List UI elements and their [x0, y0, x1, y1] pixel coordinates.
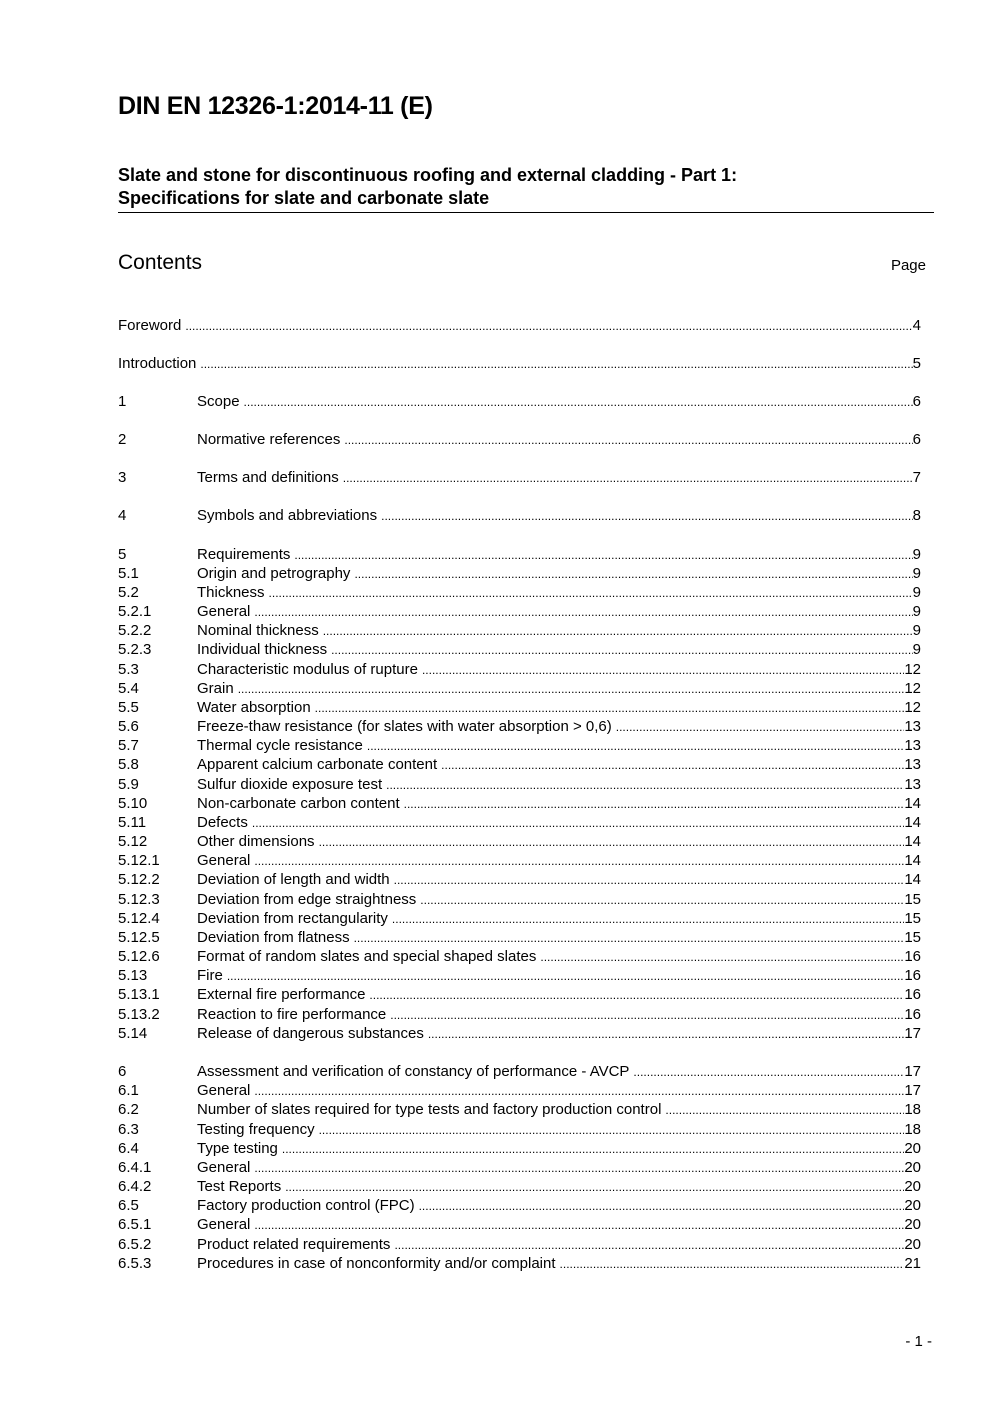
toc-entry-page: 16	[904, 967, 921, 984]
toc-entry-title: Other dimensions	[197, 833, 315, 850]
toc-entry-number: 5.7	[118, 737, 139, 754]
toc-entry-title: Number of slates required for type tests and factory production control	[197, 1101, 662, 1118]
toc-leader-dots	[404, 794, 905, 813]
toc-leader-dots	[420, 890, 904, 909]
toc-entry[interactable]	[118, 545, 921, 564]
toc-entry-title: Normative references	[197, 431, 341, 448]
toc-entry-title: Deviation from rectangularity	[197, 910, 388, 927]
toc-entry-page: 18	[904, 1121, 921, 1138]
toc-entry-title: Non-carbonate carbon content	[197, 795, 400, 812]
toc-leader-dots	[560, 1254, 905, 1273]
toc-entry-page: 7	[912, 469, 921, 486]
toc-entry-page: 20	[904, 1140, 921, 1157]
toc-entry[interactable]	[118, 947, 921, 966]
toc-entry-page: 20	[904, 1159, 921, 1176]
toc-leader-dots	[252, 813, 904, 832]
toc-entry-page: 5	[912, 355, 921, 372]
toc-entry-number: 5.11	[118, 814, 147, 831]
toc-entry-number: 5.12.4	[118, 910, 160, 927]
toc-entry[interactable]	[118, 660, 921, 679]
toc-entry-title: Apparent calcium carbonate content	[197, 756, 438, 773]
toc-entry-number: 5.12.1	[118, 852, 160, 869]
toc-entry-page: 9	[912, 565, 921, 582]
toc-entry-number: 6.4.1	[118, 1159, 152, 1176]
toc-entry-page: 9	[912, 641, 921, 658]
toc-entry-title: External fire performance	[197, 986, 366, 1003]
toc-leader-dots	[254, 1158, 904, 1177]
toc-entry[interactable]	[118, 1024, 921, 1043]
toc-entry-page: 14	[904, 833, 921, 850]
toc-entry-page: 17	[904, 1025, 921, 1042]
toc-entry-title: Symbols and abbreviations	[197, 507, 378, 524]
toc-entry-number: 6.5.1	[118, 1216, 152, 1233]
toc-entry-title: Thickness	[197, 584, 265, 601]
toc-leader-dots	[254, 1215, 904, 1234]
toc-leader-dots	[367, 736, 904, 755]
toc-entry[interactable]	[118, 1235, 921, 1254]
toc-entry[interactable]	[118, 1215, 921, 1234]
toc-entry-number: 5.8	[118, 756, 139, 773]
toc-entry-page: 9	[912, 546, 921, 563]
toc-entry-title: Terms and definitions	[197, 469, 339, 486]
toc-entry[interactable]	[118, 468, 921, 487]
toc-entry-number: 5.12.5	[118, 929, 160, 946]
toc-leader-dots	[323, 621, 913, 640]
toc-entry-title: Fire	[197, 967, 223, 984]
toc-entry-title: General	[197, 1159, 251, 1176]
toc-leader-dots	[331, 640, 913, 659]
toc-entry-page: 17	[904, 1082, 921, 1099]
toc-entry-number: 5.13.2	[118, 1006, 160, 1023]
toc-entry[interactable]	[118, 966, 921, 985]
toc-entry[interactable]	[118, 602, 921, 621]
toc-entry-page: 12	[904, 661, 921, 678]
toc-entry-number: 5.12.3	[118, 891, 160, 908]
page-column-heading: Page	[890, 257, 926, 274]
toc-leader-dots	[665, 1100, 904, 1119]
toc-entry-number: 5.2.3	[118, 641, 152, 658]
toc-leader-dots	[381, 506, 913, 525]
toc-entry-page: 14	[904, 795, 921, 812]
toc-entry-title: Freeze-thaw resistance (for slates with water absorption > 0,6)	[197, 718, 612, 735]
toc-entry-title: Test Reports	[197, 1178, 282, 1195]
toc-entry[interactable]	[118, 1177, 921, 1196]
document-title-line: Slate and stone for discontinuous roofing and external cladding - Part 1:	[118, 165, 738, 185]
toc-entry-page: 13	[904, 737, 921, 754]
toc-entry-page: 13	[904, 776, 921, 793]
toc-leader-dots	[319, 832, 905, 851]
toc-leader-dots	[419, 1196, 905, 1215]
toc-entry-title: Factory production control (FPC)	[197, 1197, 415, 1214]
toc-entry-number: 6.1	[118, 1082, 139, 1099]
toc-entry-page: 14	[904, 871, 921, 888]
toc-leader-dots	[244, 392, 913, 411]
contents-heading: Contents	[118, 251, 203, 274]
toc-entry-number: 2	[118, 431, 127, 448]
toc-entry-title: Water absorption	[197, 699, 311, 716]
toc-leader-dots	[422, 660, 904, 679]
toc-entry-page: 14	[904, 814, 921, 831]
toc-entry[interactable]	[118, 564, 921, 583]
toc-entry-title: Product related requirements	[197, 1236, 391, 1253]
toc-entry-page: 15	[904, 910, 921, 927]
toc-entry[interactable]	[118, 430, 921, 449]
toc-entry-page: 9	[912, 622, 921, 639]
toc-entry[interactable]	[118, 985, 921, 1004]
toc-entry[interactable]	[118, 717, 921, 736]
toc-entry-page: 9	[912, 584, 921, 601]
toc-entry-title: Release of dangerous substances	[197, 1025, 424, 1042]
toc-entry-number: 5.3	[118, 661, 139, 678]
toc-entry[interactable]	[118, 392, 921, 411]
toc-entry-number: 5.5	[118, 699, 139, 716]
toc-entry-title: Type testing	[197, 1140, 278, 1157]
toc-entry-title: Origin and petrography	[197, 565, 351, 582]
toc-entry-number: 5.12.2	[118, 871, 160, 888]
toc-entry-page: 6	[912, 393, 921, 410]
toc-entry-number: 5.13	[118, 967, 148, 984]
toc-entry-number: 5.2.2	[118, 622, 152, 639]
toc-entry[interactable]	[118, 909, 921, 928]
document-title-line: Specifications for slate and carbonate slate	[118, 188, 490, 208]
toc-entry[interactable]	[118, 354, 921, 373]
toc-entry-number: 6	[118, 1063, 127, 1080]
toc-entry-title: Sulfur dioxide exposure test	[197, 776, 383, 793]
toc-entry[interactable]	[118, 1062, 921, 1081]
toc-entry-number: 5.14	[118, 1025, 148, 1042]
page-number: - 1 -	[905, 1333, 932, 1350]
toc-entry-page: 18	[904, 1101, 921, 1118]
toc-entry-title: General	[197, 603, 251, 620]
toc-leader-dots	[392, 909, 904, 928]
toc-entry[interactable]	[118, 640, 921, 659]
toc-entry-number: 6.5	[118, 1197, 139, 1214]
toc-entry[interactable]	[118, 316, 921, 335]
toc-entry-page: 17	[904, 1063, 921, 1080]
toc-entry-page: 8	[912, 507, 921, 524]
toc-entry-number: 6.2	[118, 1101, 139, 1118]
toc-leader-dots	[185, 316, 912, 335]
toc-entry[interactable]	[118, 890, 921, 909]
toc-entry-number: 4	[118, 507, 127, 524]
toc-entry-title: Grain	[197, 680, 234, 697]
toc-entry-number: 5.13.1	[118, 986, 160, 1003]
toc-entry-page: 15	[904, 929, 921, 946]
toc-leader-dots	[633, 1062, 904, 1081]
toc-entry-title: Format of random slates and special shaped slates	[197, 948, 537, 965]
toc-leader-dots	[343, 468, 913, 487]
toc-entry-title: General	[197, 1082, 251, 1099]
toc-entry-title: Scope	[197, 393, 240, 410]
toc-entry[interactable]	[118, 928, 921, 947]
document-id: DIN EN 12326-1:2014-11 (E)	[118, 92, 433, 120]
toc-entry-page: 20	[904, 1236, 921, 1253]
toc-entry-page: 20	[904, 1178, 921, 1195]
toc-leader-dots	[354, 928, 905, 947]
toc-entry-title: Foreword	[118, 317, 182, 334]
toc-entry-number: 5.10	[118, 795, 148, 812]
toc-leader-dots	[254, 602, 912, 621]
toc-entry-page: 20	[904, 1216, 921, 1233]
toc-entry[interactable]	[118, 583, 921, 602]
toc-entry-page: 21	[904, 1255, 921, 1272]
toc-entry[interactable]	[118, 1158, 921, 1177]
toc-entry-title: Testing frequency	[197, 1121, 315, 1138]
toc-entry-title: Defects	[197, 814, 248, 831]
toc-entry[interactable]	[118, 679, 921, 698]
toc-leader-dots	[227, 966, 904, 985]
toc-leader-dots	[254, 1081, 904, 1100]
toc-entry-number: 5	[118, 546, 127, 563]
toc-leader-dots	[394, 870, 905, 889]
toc-entry-title: Deviation of length and width	[197, 871, 390, 888]
toc-entry[interactable]	[118, 851, 921, 870]
toc-entry-number: 6.5.3	[118, 1255, 152, 1272]
toc-leader-dots	[390, 1005, 904, 1024]
toc-entry[interactable]	[118, 736, 921, 755]
toc-leader-dots	[354, 564, 912, 583]
toc-entry[interactable]	[118, 621, 921, 640]
toc-entry-title: Deviation from flatness	[197, 929, 350, 946]
toc-entry-page: 16	[904, 948, 921, 965]
toc-leader-dots	[269, 583, 913, 602]
toc-leader-dots	[441, 755, 904, 774]
toc-entry-title: General	[197, 852, 251, 869]
toc-entry-number: 5.6	[118, 718, 139, 735]
toc-entry-title: General	[197, 1216, 251, 1233]
toc-entry[interactable]	[118, 1005, 921, 1024]
toc-entry-number: 5.12	[118, 833, 148, 850]
toc-entry-title: Nominal thickness	[197, 622, 319, 639]
toc-entry[interactable]	[118, 1196, 921, 1215]
toc-entry[interactable]	[118, 1100, 921, 1119]
toc-entry-page: 4	[912, 317, 921, 334]
toc-leader-dots	[394, 1235, 904, 1254]
toc-entry-title: Assessment and verification of constancy of performance - AVCP	[197, 1063, 630, 1080]
toc-entry-number: 5.2	[118, 584, 139, 601]
toc-entry-title: Deviation from edge straightness	[197, 891, 417, 908]
toc-entry-number: 5.4	[118, 680, 139, 697]
toc-entry-number: 6.4	[118, 1140, 139, 1157]
toc-entry[interactable]	[118, 1139, 921, 1158]
toc-entry-number: 5.9	[118, 776, 139, 793]
toc-leader-dots	[319, 1120, 905, 1139]
toc-leader-dots	[369, 985, 904, 1004]
toc-leader-dots	[238, 679, 905, 698]
toc-entry-page: 9	[912, 603, 921, 620]
toc-entry[interactable]	[118, 1081, 921, 1100]
toc-entry-title: Reaction to fire performance	[197, 1006, 387, 1023]
toc-entry-page: 12	[904, 680, 921, 697]
toc-entry-number: 1	[118, 393, 127, 410]
toc-entry-number: 3	[118, 469, 127, 486]
toc-leader-dots	[315, 698, 905, 717]
toc-leader-dots	[386, 775, 904, 794]
toc-leader-dots	[428, 1024, 904, 1043]
toc-entry-number: 6.5.2	[118, 1236, 152, 1253]
toc-entry-number: 6.3	[118, 1121, 139, 1138]
toc-entry[interactable]	[118, 1254, 921, 1273]
toc-entry-title: Individual thickness	[197, 641, 328, 658]
toc-entry[interactable]	[118, 775, 921, 794]
toc-entry[interactable]	[118, 698, 921, 717]
toc-entry-title: Thermal cycle resistance	[197, 737, 363, 754]
toc-leader-dots	[285, 1177, 904, 1196]
toc-entry-number: 5.2.1	[118, 603, 152, 620]
toc-entry[interactable]	[118, 1120, 921, 1139]
toc-entry-page: 16	[904, 986, 921, 1003]
toc-entry-page: 6	[912, 431, 921, 448]
toc-entry-number: 5.1	[118, 565, 139, 582]
toc-entry-page: 15	[904, 891, 921, 908]
toc-entry[interactable]	[118, 755, 921, 774]
toc-leader-dots	[200, 354, 912, 373]
toc-entry-page: 14	[904, 852, 921, 869]
toc-entry-title: Procedures in case of nonconformity and/or complaint	[197, 1255, 556, 1272]
toc-entry-page: 13	[904, 756, 921, 773]
toc-entry-title: Requirements	[197, 546, 291, 563]
toc-entry[interactable]	[118, 794, 921, 813]
toc-leader-dots	[294, 545, 912, 564]
toc-leader-dots	[254, 851, 904, 870]
toc-entry-page: 13	[904, 718, 921, 735]
toc-entry-page: 20	[904, 1197, 921, 1214]
toc-leader-dots	[616, 717, 905, 736]
toc-entry-number: 5.12.6	[118, 948, 160, 965]
toc-entry[interactable]	[118, 832, 921, 851]
toc-entry[interactable]	[118, 813, 921, 832]
document-title	[118, 164, 934, 213]
toc-entry-number: 6.4.2	[118, 1178, 152, 1195]
toc-entry[interactable]	[118, 870, 921, 889]
toc-leader-dots	[282, 1139, 904, 1158]
toc-entry-page: 12	[904, 699, 921, 716]
toc-entry-page: 16	[904, 1006, 921, 1023]
toc-leader-dots	[540, 947, 904, 966]
toc-entry-title: Introduction	[118, 355, 197, 372]
toc-entry[interactable]	[118, 506, 921, 525]
toc-leader-dots	[344, 430, 912, 449]
toc-entry-title: Characteristic modulus of rupture	[197, 661, 418, 678]
